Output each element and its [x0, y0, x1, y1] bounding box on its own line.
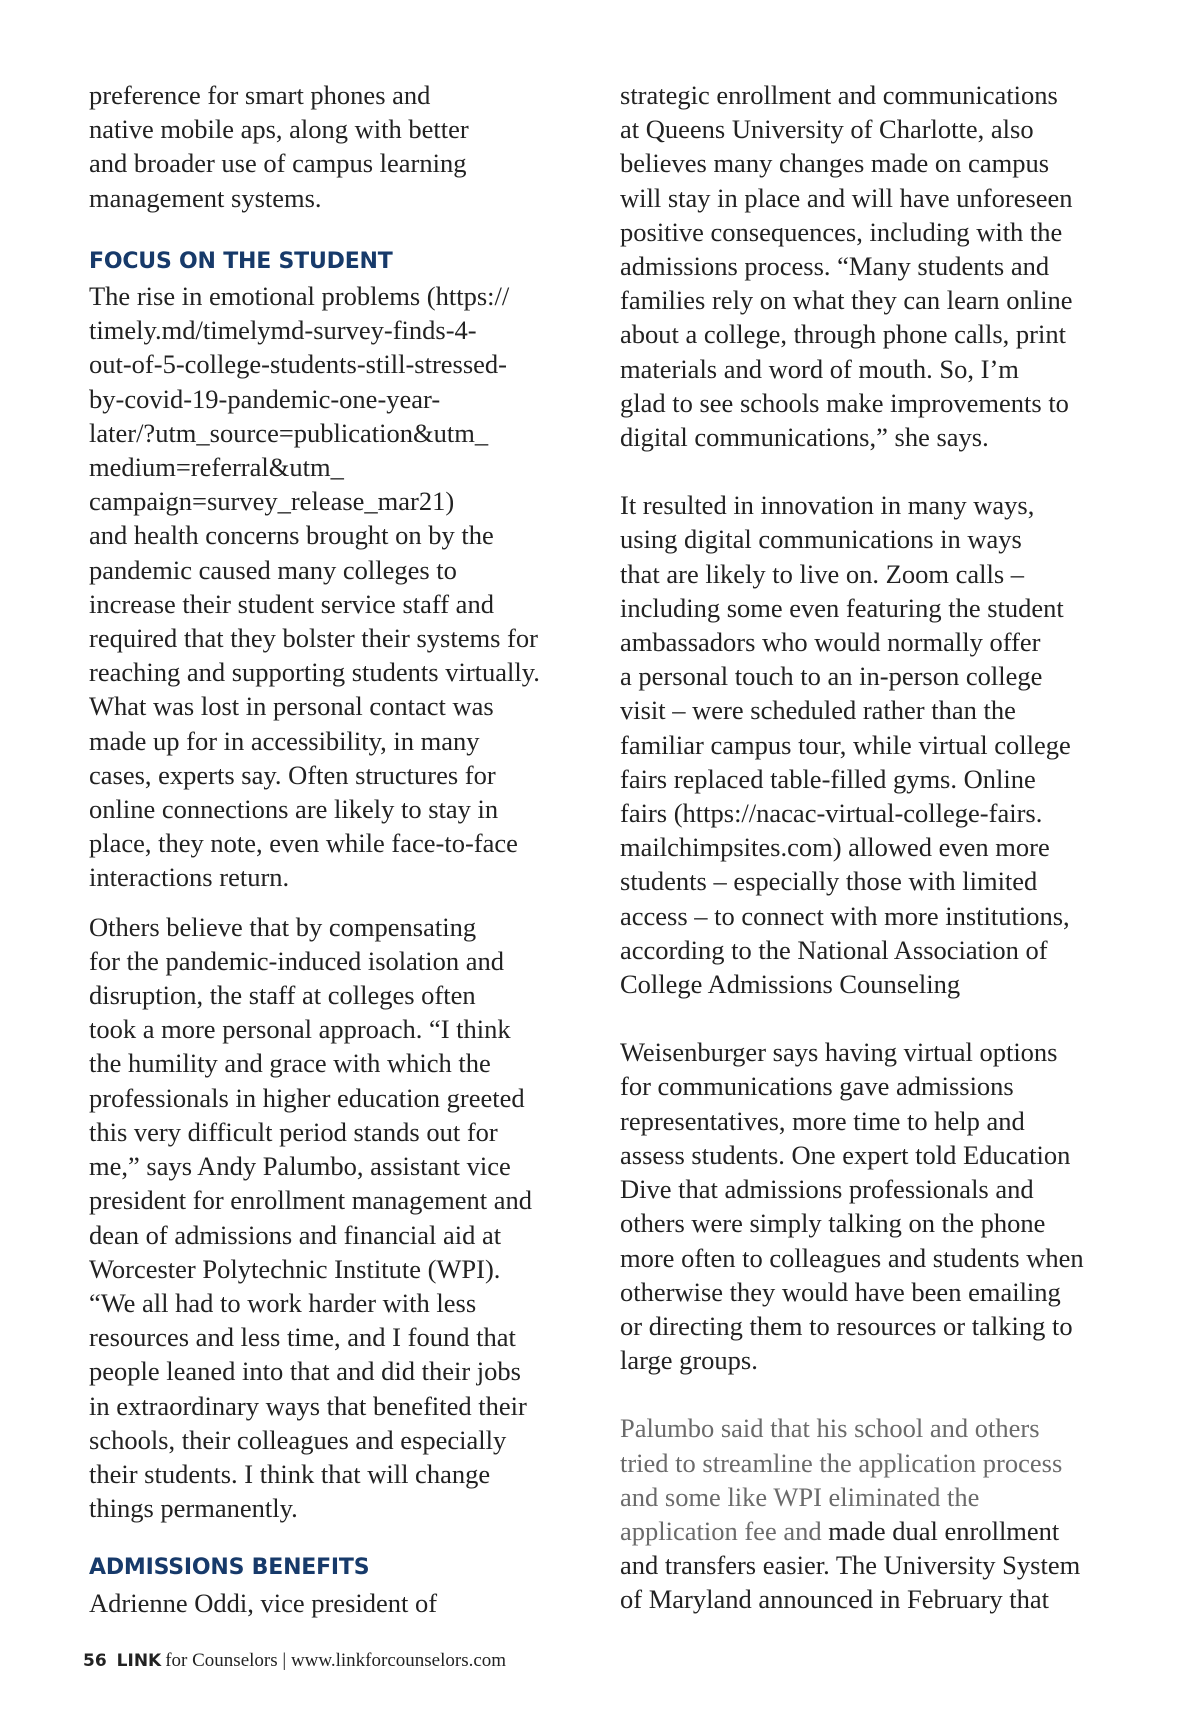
page-footer — [83, 1650, 506, 1672]
text-line: interactions return. — [89, 862, 290, 893]
text-line: large groups. — [620, 1345, 758, 1376]
text-line: fairs replaced table-filled gyms. Online — [620, 763, 1036, 794]
text-line: disruption, the staff at colleges often — [89, 980, 476, 1011]
text-line: familiar campus tour, while virtual college — [620, 729, 1071, 760]
text-fragment: made dual enrollment — [821, 1515, 1060, 1546]
text-line: including some even featuring the student — [620, 592, 1064, 623]
section-heading-focus-on-student: FOCUS ON THE STUDENT — [89, 248, 393, 274]
text-line: me,” says Andy Palumbo, assistant vice — [89, 1151, 511, 1182]
text-line: in extraordinary ways that benefited their — [89, 1390, 527, 1421]
text-line: of Maryland announced in February that — [620, 1584, 1050, 1615]
text-line: otherwise they would have been emailing — [620, 1276, 1061, 1307]
text-line: dean of admissions and financial aid at — [89, 1219, 502, 1250]
text-line: students – especially those with limited — [620, 866, 1038, 897]
text-line: out-of-5-college-students-still-stressed- — [89, 349, 507, 380]
section-heading-admissions-benefits: ADMISSIONS BENEFITS — [89, 1555, 370, 1581]
left-column — [89, 78, 591, 1620]
text-line: resources and less time, and I found that — [89, 1322, 516, 1353]
brand-name: LINK — [116, 1651, 162, 1671]
text-line: and some like WPI eliminated the — [620, 1481, 980, 1512]
page-number: 56 — [83, 1651, 107, 1671]
right-paragraph-2 — [620, 488, 1140, 1001]
text-line: about a college, through phone calls, print — [620, 319, 1066, 350]
text-line: Others believe that by compensating — [89, 911, 477, 942]
text-line: digital communications,” she says. — [620, 422, 989, 453]
text-line: later/?utm_source=publication&utm_ — [89, 417, 489, 448]
text-line: Worcester Polytechnic Institute (WPI). — [89, 1253, 501, 1284]
text-fragment-muted: application fee and — [620, 1515, 822, 1546]
text-line: will stay in place and will have unforeseen — [620, 182, 1073, 213]
text-line: reaching and supporting students virtually. — [89, 657, 540, 688]
text-line: online connections are likely to stay in — [89, 794, 499, 825]
text-line: families rely on what they can learn online — [620, 285, 1073, 316]
text-line: by-covid-19-pandemic-one-year- — [89, 383, 441, 414]
text-line: College Admissions Counseling — [620, 969, 961, 1000]
text-line: schools, their colleagues and especially — [89, 1424, 507, 1455]
text-line: medium=referral&utm_ — [89, 452, 344, 483]
text-line: or directing them to resources or talking to — [620, 1310, 1073, 1341]
text-line: glad to see schools make improvements to — [620, 387, 1069, 418]
text-line: this very difficult period stands out for — [89, 1116, 498, 1147]
text-line: admissions process. “Many students and — [620, 251, 1050, 282]
text-line: professionals in higher education greeted — [89, 1082, 525, 1113]
text-line: It resulted in innovation in many ways, — [620, 490, 1035, 521]
text-line: and transfers easier. The University System — [620, 1550, 1081, 1581]
text-line: ambassadors who would normally offer — [620, 627, 1041, 658]
text-line: What was lost in personal contact was — [89, 691, 494, 722]
text-line: and health concerns brought on by the — [89, 520, 494, 551]
text-line: for communications gave admissions — [620, 1071, 1014, 1102]
text-line: mailchimpsites.com) allowed even more — [620, 832, 1050, 863]
text-line: required that they bolster their systems for — [89, 623, 538, 654]
text-line: timely.md/timelymd-survey-finds-4- — [89, 315, 477, 346]
text-line: others were simply talking on the phone — [620, 1208, 1046, 1239]
text-line: representatives, more time to help and — [620, 1105, 1025, 1136]
text-line: Dive that admissions professionals and — [620, 1174, 1034, 1205]
text-line: preference for smart phones and — [89, 80, 431, 110]
text-line: Palumbo said that his school and others — [620, 1413, 1040, 1444]
text-line: cases, experts say. Often structures for — [89, 759, 496, 790]
text-line: at Queens University of Charlotte, also — [620, 114, 1034, 145]
text-line: believes many changes made on campus — [620, 148, 1050, 179]
left-paragraph-2 — [89, 279, 591, 895]
text-line: president for enrollment management and — [89, 1185, 532, 1216]
text-line: Adrienne Oddi, vice president of — [89, 1587, 438, 1618]
text-line: for the pandemic-induced isolation and — [89, 945, 505, 976]
text-line: native mobile aps, along with better — [89, 114, 469, 145]
right-column — [620, 78, 1140, 1617]
text-line: a personal touch to an in-person college — [620, 661, 1043, 692]
text-line: strategic enrollment and communications — [620, 80, 1058, 110]
right-paragraph-1 — [620, 78, 1140, 454]
text-line: fairs (https://nacac-virtual-college-fairs. — [620, 798, 1043, 829]
text-line: access – to connect with more institutions, — [620, 900, 1070, 931]
text-line — [620, 1514, 1140, 1548]
left-paragraph-3 — [89, 910, 591, 1526]
text-line: place, they note, even while face-to-face — [89, 828, 518, 859]
text-line: tried to streamline the application process — [620, 1447, 1063, 1478]
text-line: that are likely to live on. Zoom calls – — [620, 558, 1025, 589]
footer-text: for Counselors | www.linkforcounselors.com — [165, 1650, 507, 1671]
text-line: campaign=survey_release_mar21) — [89, 486, 455, 517]
text-line: Weisenburger says having virtual options — [620, 1037, 1058, 1068]
text-line: according to the National Association of — [620, 934, 1048, 965]
text-line: materials and word of mouth. So, I’m — [620, 353, 1019, 384]
right-paragraph-3 — [620, 1035, 1140, 1377]
left-paragraph-4 — [89, 1586, 591, 1620]
text-line: visit – were scheduled rather than the — [620, 695, 1016, 726]
text-line: took a more personal approach. “I think — [89, 1014, 511, 1045]
text-line: increase their student service staff and — [89, 588, 494, 619]
text-line: and broader use of campus learning — [89, 148, 467, 179]
text-line: assess students. One expert told Education — [620, 1139, 1071, 1170]
text-line: their students. I think that will change — [89, 1458, 491, 1489]
text-line: The rise in emotional problems (https:// — [89, 281, 510, 312]
text-line: positive consequences, including with the — [620, 216, 1063, 247]
text-line: management systems. — [89, 182, 322, 213]
text-line: using digital communications in ways — [620, 524, 1022, 555]
text-line: “We all had to work harder with less — [89, 1287, 477, 1318]
left-paragraph-1 — [89, 78, 591, 215]
text-line: the humility and grace with which the — [89, 1048, 491, 1079]
text-line: things permanently. — [89, 1493, 298, 1524]
right-paragraph-4 — [620, 1411, 1140, 1616]
text-line: people leaned into that and did their jobs — [89, 1356, 521, 1387]
text-line: made up for in accessibility, in many — [89, 725, 480, 756]
text-line: more often to colleagues and students when — [620, 1242, 1084, 1273]
text-line: pandemic caused many colleges to — [89, 554, 457, 585]
